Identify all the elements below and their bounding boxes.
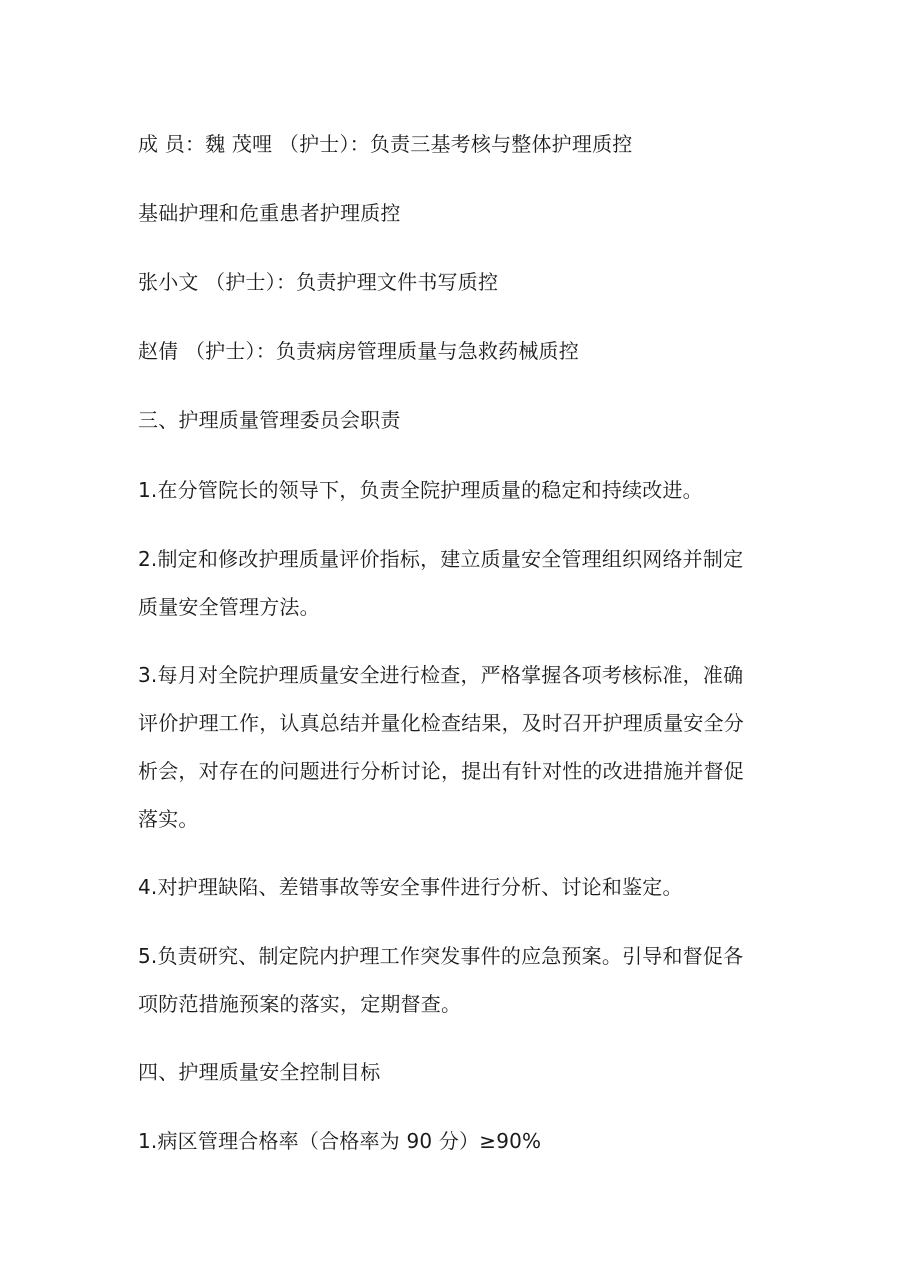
duty-item-3-line-1: 3.每月对全院护理质量安全进行检查，严格掌握各项考核标准，准确	[138, 663, 744, 687]
duty-item-2-line-2: 质量安全管理方法。	[138, 595, 320, 619]
member-line-zhang: 张小文 （护士）：负责护理文件书写质控	[138, 270, 499, 294]
target-item-1: 1.病区管理合格率（合格率为 90 分）≥90%	[138, 1129, 542, 1153]
duty-item-4: 4.对护理缺陷、差错事故等安全事件进行分析、讨论和鉴定。	[138, 875, 683, 899]
duty-item-3-line-2: 评价护理工作，认真总结并量化检查结果，及时召开护理质量安全分	[138, 711, 744, 735]
member-line-zhao: 赵倩 （护士）：负责病房管理质量与急救药械质控	[138, 339, 579, 363]
duty-item-5-line-1: 5.负责研究、制定院内护理工作突发事件的应急预案。引导和督促各	[138, 944, 744, 968]
section-heading-4: 四、护理质量安全控制目标	[138, 1060, 381, 1084]
duty-item-5-line-2: 项防范措施预案的落实，定期督查。	[138, 992, 462, 1016]
section-heading-3: 三、护理质量管理委员会职责	[138, 408, 401, 432]
duty-item-3-line-3: 析会，对存在的问题进行分析讨论，提出有针对性的改进措施并督促	[138, 759, 744, 783]
member-duty-continuation: 基础护理和危重患者护理质控	[138, 201, 401, 225]
duty-item-1: 1.在分管院长的领导下，负责全院护理质量的稳定和持续改进。	[138, 478, 703, 502]
duty-item-3-line-4: 落实。	[138, 807, 199, 831]
duty-item-2-line-1: 2.制定和修改护理质量评价指标，建立质量安全管理组织网络并制定	[138, 547, 744, 571]
member-line-wei: 成 员：魏 茂哩 （护士）：负责三基考核与整体护理质控	[138, 132, 633, 156]
